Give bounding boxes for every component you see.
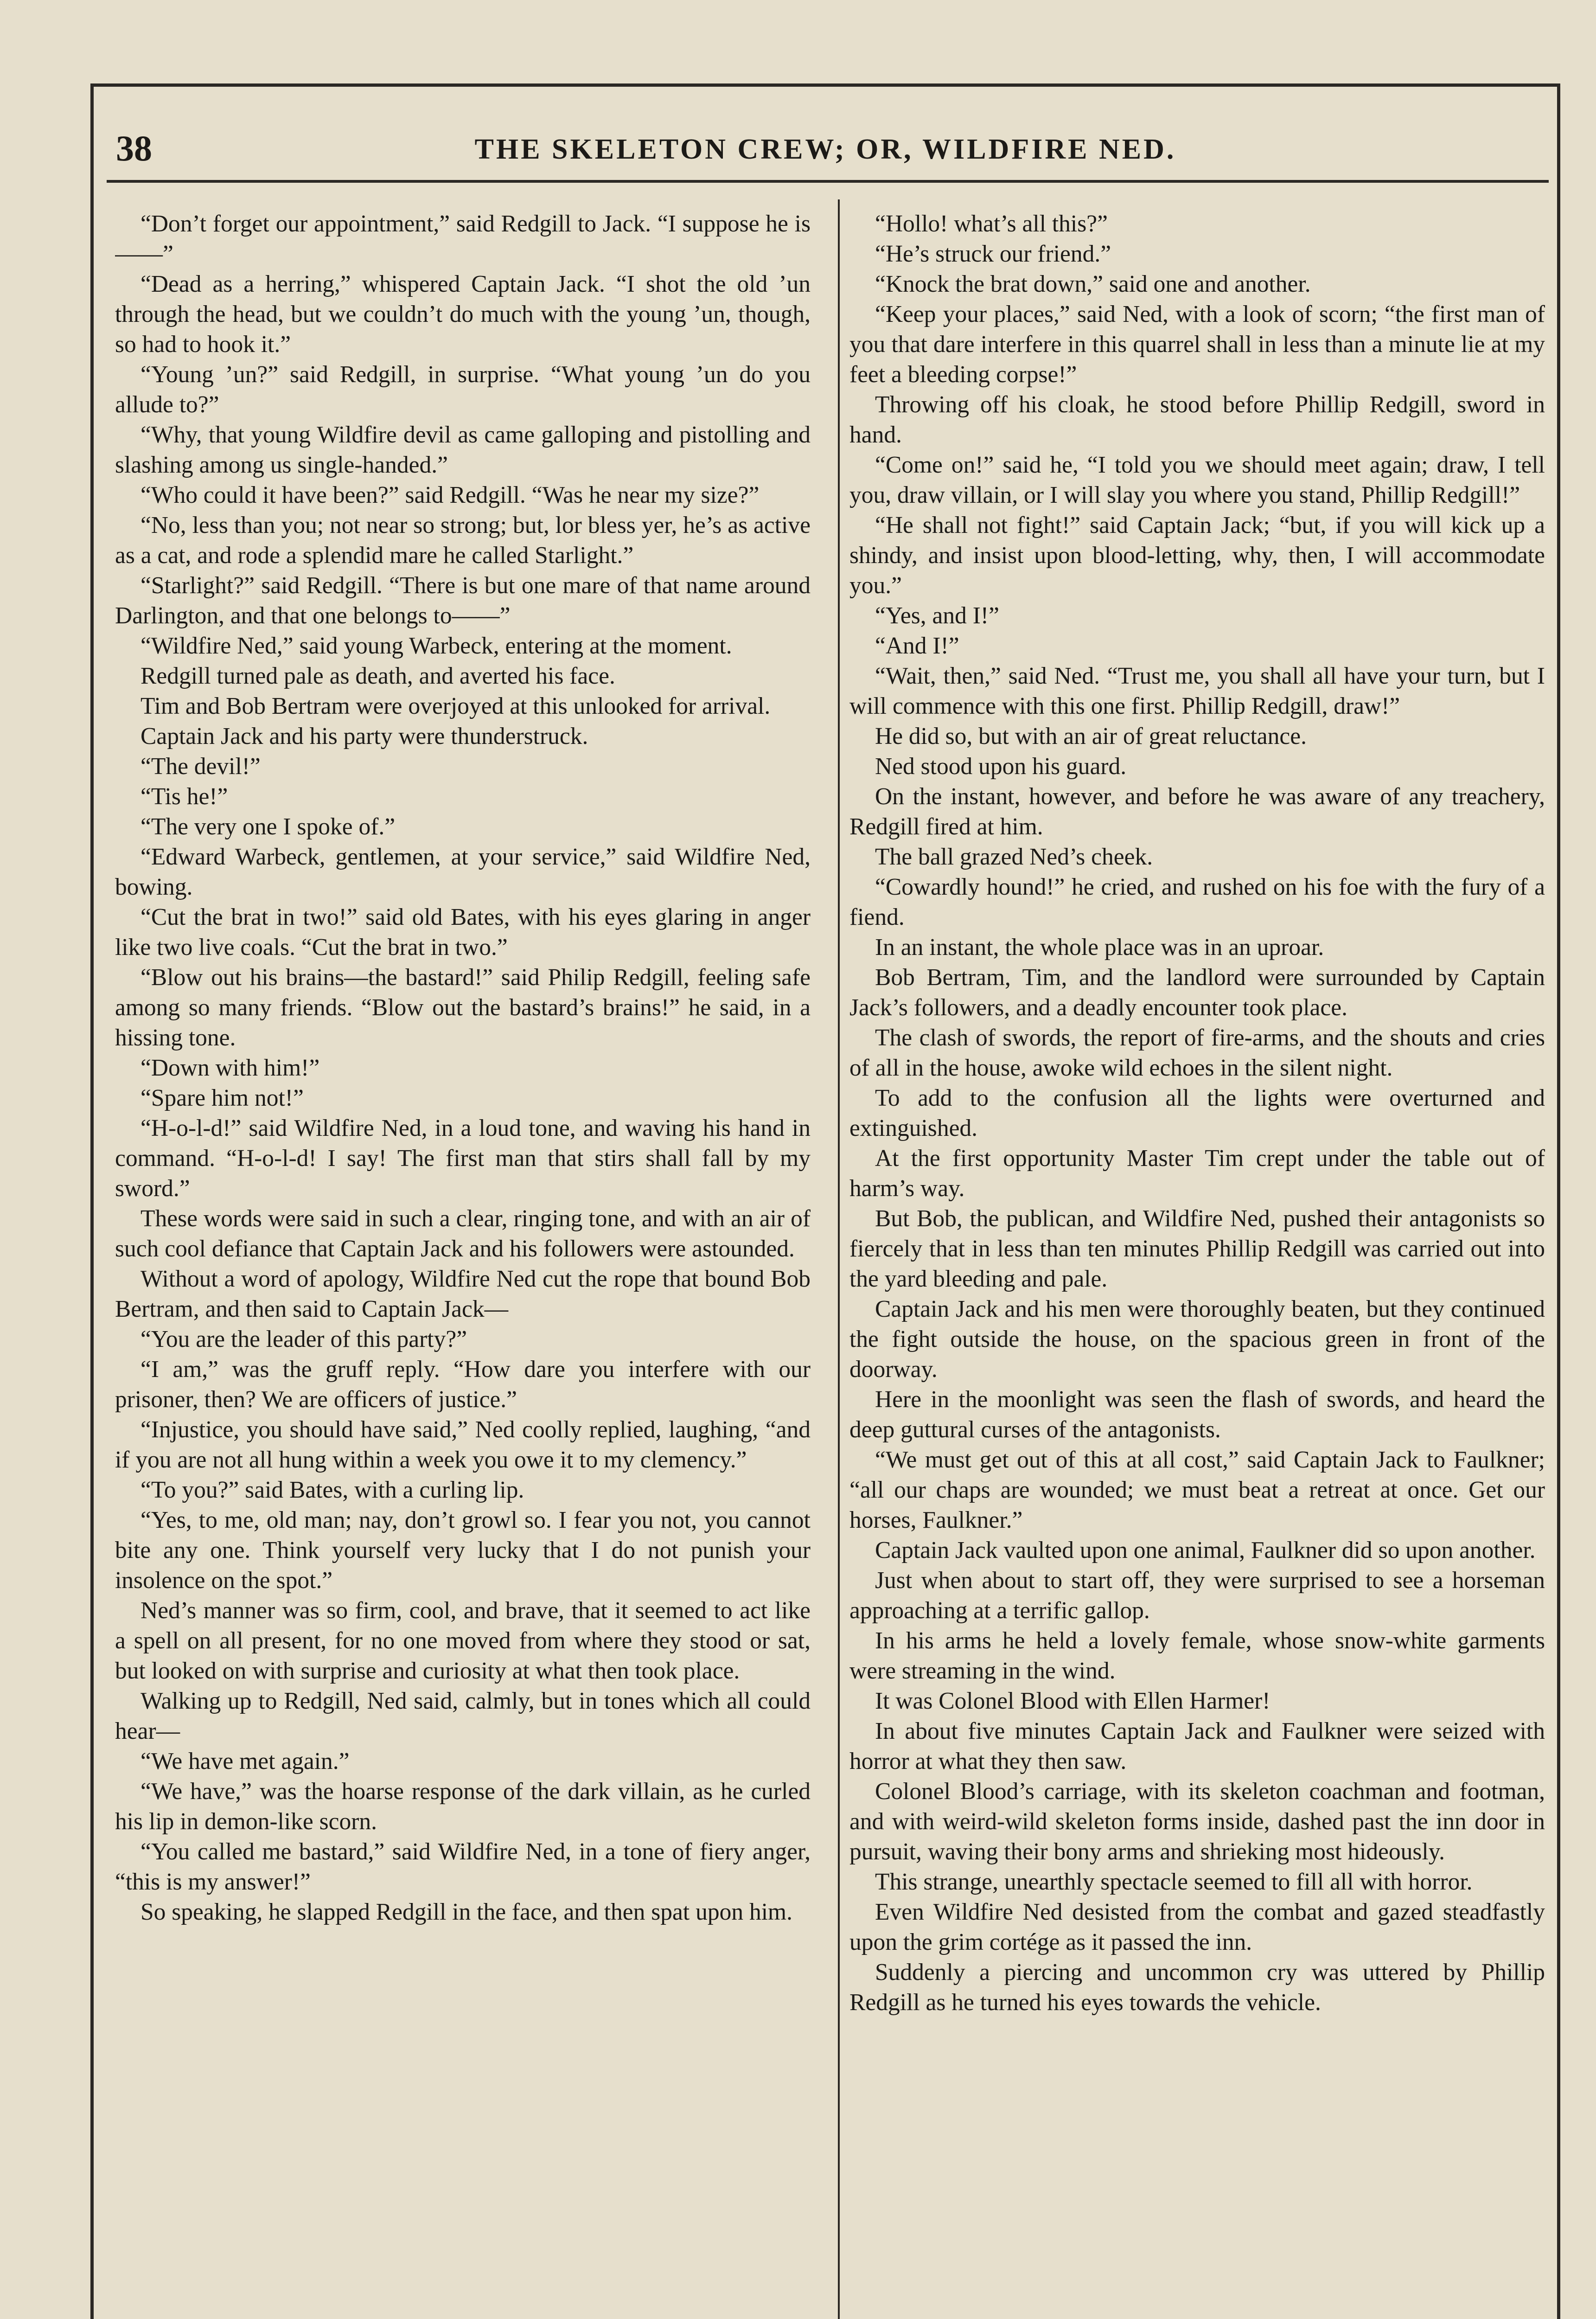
paragraph: “We must get out of this at all cost,” said Captain Jack to Faulkner; “all our chaps are wounded; we must beat a retreat at once. Get our horses, Faulkner.” bbox=[849, 1447, 1545, 1533]
paragraph: In his arms he held a lovely female, whose snow-white garments were streaming in the wind. bbox=[849, 1627, 1545, 1684]
paragraph: “Why, that young Wildfire devil as came galloping and pistolling and slashing among us single-handed.” bbox=[115, 422, 811, 478]
paragraph: Just when about to start off, they were surprised to see a horseman approaching at a terrific gallop. bbox=[849, 1567, 1545, 1624]
paragraph: “We have met again.” bbox=[140, 1748, 350, 1774]
paragraph: Redgill turned pale as death, and averted his face. bbox=[140, 663, 615, 689]
paragraph: “The very one I spoke of.” bbox=[140, 814, 396, 840]
paragraph: “No, less than you; not near so strong; but, lor bless yer, he’s as active as a cat, and rode a splendid mare he called Starlight.” bbox=[115, 512, 811, 569]
column-divider bbox=[838, 199, 840, 2319]
paragraph: “Injustice, you should have said,” Ned coolly replied, laughing, “and if you are not all hung within a week you owe it to my clemency.” bbox=[115, 1416, 811, 1473]
paragraph: “Come on!” said he, “I told you we should meet again; draw, I tell you, draw villain, or I will slay you where you stand, Phillip Redgill!” bbox=[849, 452, 1545, 508]
paragraph: Captain Jack and his men were thoroughly beaten, but they continued the fight outside the house, on the spacious green in front of the doorway. bbox=[849, 1296, 1545, 1383]
paragraph: “He’s struck our friend.” bbox=[875, 241, 1111, 267]
paragraph: Walking up to Redgill, Ned said, calmly, but in tones which all could hear— bbox=[115, 1688, 811, 1744]
paragraph: The clash of swords, the report of fire-arms, and the shouts and cries of all in the house, awoke wild echoes in the silent night. bbox=[849, 1025, 1545, 1081]
paragraph: Here in the moonlight was seen the flash of swords, and heard the deep guttural curses of the antagonists. bbox=[849, 1386, 1545, 1443]
paragraph: “We have,” was the hoarse response of the dark villain, as he curled his lip in demon-like scorn. bbox=[115, 1778, 811, 1835]
paragraph: “The devil!” bbox=[140, 753, 261, 780]
header-rule bbox=[107, 180, 1549, 183]
paragraph: “Cowardly hound!” he cried, and rushed on his foe with the fury of a fiend. bbox=[849, 874, 1545, 930]
paragraph: At the first opportunity Master Tim crept under the table out of harm’s way. bbox=[849, 1145, 1545, 1202]
paragraph: Captain Jack vaulted upon one animal, Faulkner did so upon another. bbox=[875, 1537, 1536, 1563]
paragraph: Ned stood upon his guard. bbox=[875, 753, 1127, 780]
paragraph: “He shall not fight!” said Captain Jack; “but, if you will kick up a shindy, and insist upon blood-letting, why, then, I will accommodate you.” bbox=[849, 512, 1545, 599]
paragraph: Ned’s manner was so firm, cool, and brave, that it seemed to act like a spell on all present, for no one moved from where they stood or sat, but looked on with surprise and curiosity at what then took place. bbox=[115, 1597, 811, 1684]
paragraph: Bob Bertram, Tim, and the landlord were surrounded by Captain Jack’s followers, and a deadly encounter took place. bbox=[849, 964, 1545, 1021]
running-title: THE SKELETON CREW; OR, WILDFIRE NED. bbox=[474, 134, 1176, 165]
paragraph: “To you?” said Bates, with a curling lip. bbox=[140, 1477, 524, 1503]
paragraph: “Spare him not!” bbox=[140, 1085, 304, 1111]
paragraph: These words were said in such a clear, ringing tone, and with an air of such cool defiance that Captain Jack and his followers were astounded. bbox=[115, 1205, 811, 1262]
paragraph: “You are the leader of this party?” bbox=[140, 1326, 467, 1352]
paragraph: “Who could it have been?” said Redgill. “Was he near my size?” bbox=[140, 482, 760, 508]
paragraph: This strange, unearthly spectacle seemed to fill all with horror. bbox=[875, 1869, 1473, 1895]
paragraph: He did so, but with an air of great reluctance. bbox=[875, 723, 1307, 750]
paragraph: “Down with him!” bbox=[140, 1055, 320, 1081]
left-text-column bbox=[115, 209, 811, 2319]
paragraph: To add to the confusion all the lights were overturned and extinguished. bbox=[849, 1085, 1545, 1141]
paragraph: Suddenly a piercing and uncommon cry was uttered by Phillip Redgill as he turned his eyes towards the vehicle. bbox=[849, 1959, 1545, 2016]
paragraph: Without a word of apology, Wildfire Ned cut the rope that bound Bob Bertram, and then said to Captain Jack— bbox=[115, 1266, 811, 1322]
paragraph: “Cut the brat in two!” said old Bates, with his eyes glaring in anger like two live coals. “Cut the brat in two.” bbox=[115, 904, 811, 961]
paragraph: “Wait, then,” said Ned. “Trust me, you shall all have your turn, but I will commence with this one first. Phillip Redgill, draw!” bbox=[849, 663, 1545, 719]
paragraph: “Edward Warbeck, gentlemen, at your service,” said Wildfire Ned, bowing. bbox=[115, 844, 811, 900]
right-text-column bbox=[849, 209, 1545, 2319]
paragraph: It was Colonel Blood with Ellen Harmer! bbox=[875, 1688, 1270, 1714]
paragraph: “H-o-l-d!” said Wildfire Ned, in a loud tone, and waving his hand in command. “H-o-l-d! I say! The first man that stirs shall fall by my sword.” bbox=[115, 1115, 811, 1202]
paragraph: Tim and Bob Bertram were overjoyed at this unlooked for arrival. bbox=[140, 693, 771, 719]
paragraph: Colonel Blood’s carriage, with its skeleton coachman and footman, and with weird-wild skeleton forms inside, dashed past the inn door in pursuit, waving their bony arms and shrieking most hideously. bbox=[849, 1778, 1545, 1865]
paragraph: “Tis he!” bbox=[140, 783, 228, 810]
paragraph: “Yes, to me, old man; nay, don’t growl so. I fear you not, you cannot bite any one. Think yourself very lucky that I do not punish your insolence on the spot.” bbox=[115, 1507, 811, 1594]
paragraph: “Yes, and I!” bbox=[875, 602, 999, 629]
paragraph: Throwing off his cloak, he stood before Phillip Redgill, sword in hand. bbox=[849, 391, 1545, 448]
paragraph: So speaking, he slapped Redgill in the face, and then spat upon him. bbox=[140, 1899, 792, 1925]
paragraph: “Wildfire Ned,” said young Warbeck, entering at the moment. bbox=[140, 633, 732, 659]
paragraph: But Bob, the publican, and Wildfire Ned, pushed their antagonists so fiercely that in less than ten minutes Phillip Redgill was carried out into the yard bleeding and pale. bbox=[849, 1205, 1545, 1292]
paragraph: “Starlight?” said Redgill. “There is but one mare of that name around Darlington, and that one belongs to——” bbox=[115, 572, 811, 629]
paragraph: “I am,” was the gruff reply. “How dare you interfere with our prisoner, then? We are officers of justice.” bbox=[115, 1356, 811, 1413]
paragraph: “Dead as a herring,” whispered Captain Jack. “I shot the old ’un through the head, but we couldn’t do much with the young ’un, though, so had to hook it.” bbox=[115, 271, 811, 358]
paragraph: Captain Jack and his party were thunderstruck. bbox=[140, 723, 588, 750]
paragraph: “Hollo! what’s all this?” bbox=[875, 211, 1108, 237]
paragraph: On the instant, however, and before he was aware of any treachery, Redgill fired at him. bbox=[849, 783, 1545, 840]
page-header bbox=[107, 118, 1544, 179]
paragraph: The ball grazed Ned’s cheek. bbox=[875, 844, 1153, 870]
paragraph: “Young ’un?” said Redgill, in surprise. “What young ’un do you allude to?” bbox=[115, 361, 811, 418]
paragraph: “Knock the brat down,” said one and another. bbox=[875, 271, 1311, 297]
paragraph: Even Wildfire Ned desisted from the combat and gazed steadfastly upon the grim cortége as it passed the inn. bbox=[849, 1899, 1545, 1955]
paragraph: “Don’t forget our appointment,” said Redgill to Jack. “I suppose he is——” bbox=[115, 211, 811, 267]
page-number: 38 bbox=[116, 128, 152, 168]
paragraph: “Blow out his brains—the bastard!” said Philip Redgill, feeling safe among so many friends. “Blow out the bastard’s brains!” he said, in a hissing tone. bbox=[115, 964, 811, 1051]
paragraph: “You called me bastard,” said Wildfire Ned, in a tone of fiery anger, “this is my answer!” bbox=[115, 1839, 811, 1895]
paragraph: “And I!” bbox=[875, 633, 959, 659]
paragraph: In about five minutes Captain Jack and Faulkner were seized with horror at what they then saw. bbox=[849, 1718, 1545, 1774]
paragraph: In an instant, the whole place was in an uproar. bbox=[875, 934, 1324, 961]
paragraph: “Keep your places,” said Ned, with a look of scorn; “the first man of you that dare interfere in this quarrel shall in less than a minute lie at my feet a bleeding corpse!” bbox=[849, 301, 1545, 388]
